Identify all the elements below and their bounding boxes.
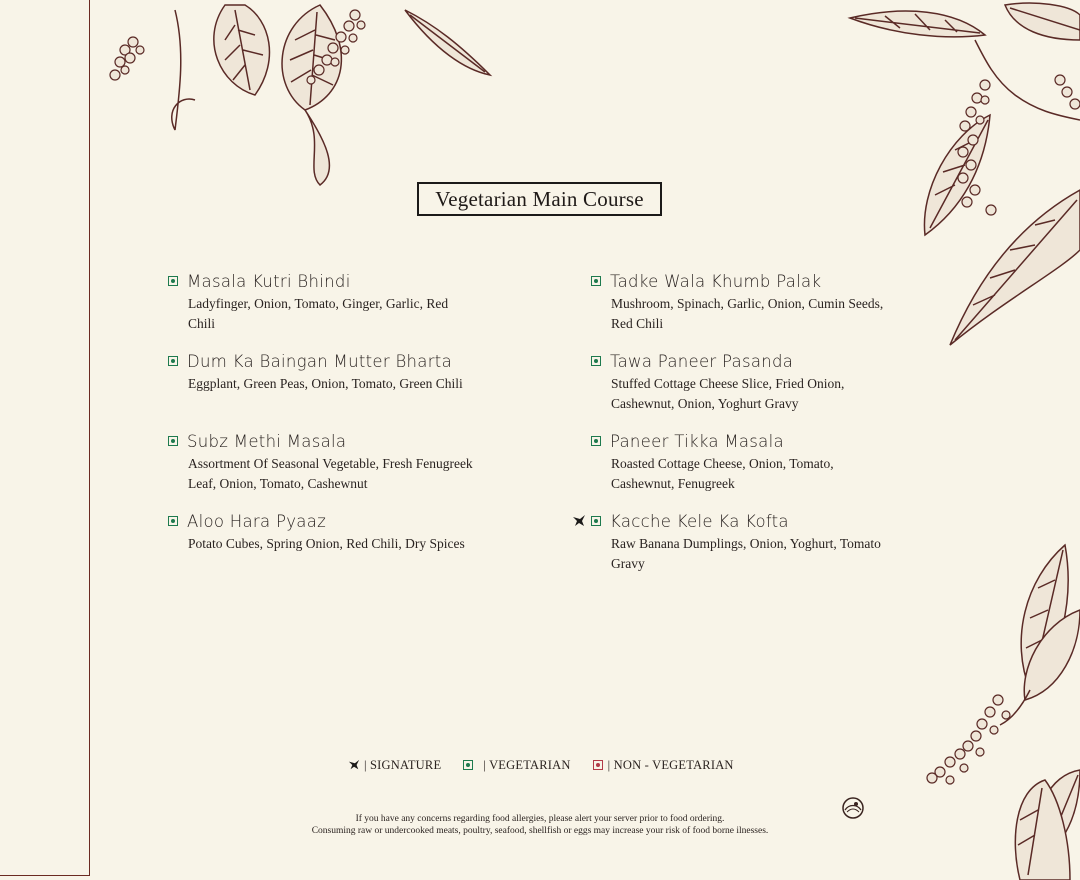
menu-item-name: Dum Ka Baingan Mutter Bharta xyxy=(187,351,452,371)
signature-icon xyxy=(348,759,360,771)
menu-item-description: Ladyfinger, Onion, Tomato, Ginger, Garlic, Red Chili xyxy=(188,296,449,331)
menu-item xyxy=(168,270,468,350)
menu-column-right xyxy=(591,270,891,590)
veg-mark-icon xyxy=(168,516,178,526)
menu-item-description: Mushroom, Spinach, Garlic, Onion, Cumin Seeds, Red Chili xyxy=(611,296,884,331)
signature-icon xyxy=(572,514,586,528)
menu-item-name: Tadke Wala Khumb Palak xyxy=(610,271,822,291)
veg-mark-icon xyxy=(591,516,601,526)
legend-signature xyxy=(348,758,441,773)
veg-mark-icon xyxy=(591,276,601,286)
legend-non-vegetarian xyxy=(593,758,734,773)
menu-item-description: Roasted Cottage Cheese, Onion, Tomato, Cashewnut, Fenugreek xyxy=(611,456,834,491)
pepper-vine-illustration-top-left xyxy=(105,0,505,190)
menu-item-name: Paneer Tikka Masala xyxy=(610,431,784,451)
menu-item-description: Assortment Of Seasonal Vegetable, Fresh Fenugreek Leaf, Onion, Tomato, Cashewnut xyxy=(188,456,473,491)
allergy-disclaimer xyxy=(0,813,1080,837)
veg-mark-icon xyxy=(168,276,178,286)
legend-vegetarian-label: | VEGETARIAN xyxy=(483,757,571,772)
nonveg-mark-icon xyxy=(593,760,603,770)
menu-item-name: Masala Kutri Bhindi xyxy=(187,271,351,291)
menu-item xyxy=(591,350,891,430)
section-title: Vegetarian Main Course xyxy=(417,182,662,216)
side-panel xyxy=(0,0,90,876)
menu-item xyxy=(591,270,891,350)
legend xyxy=(348,757,734,773)
legend-signature-label: | SIGNATURE xyxy=(364,757,442,772)
menu-item xyxy=(168,350,468,430)
menu-item-description: Raw Banana Dumplings, Onion, Yoghurt, Tomato Gravy xyxy=(611,536,881,571)
menu-item-name: Subz Methi Masala xyxy=(187,431,347,451)
menu-item-name: Tawa Paneer Pasanda xyxy=(610,351,794,371)
menu-item xyxy=(591,510,891,590)
veg-mark-icon xyxy=(463,760,473,770)
disclaimer-line-1: If you have any concerns regarding food allergies, please alert your server prior to food ordering. xyxy=(355,814,725,824)
menu-item-name: Kacche Kele Ka Kofta xyxy=(610,511,789,531)
veg-mark-icon xyxy=(168,436,178,446)
veg-mark-icon xyxy=(168,356,178,366)
legend-vegetarian xyxy=(463,758,570,773)
veg-mark-icon xyxy=(591,356,601,366)
menu-item-description: Stuffed Cottage Cheese Slice, Fried Onion, Cashewnut, Onion, Yoghurt Gravy xyxy=(611,376,845,411)
menu-item xyxy=(168,510,468,590)
menu-item xyxy=(168,430,473,510)
menu-item-name: Aloo Hara Pyaaz xyxy=(187,511,327,531)
menu-item-description: Eggplant, Green Peas, Onion, Tomato, Green Chili xyxy=(188,376,463,391)
restaurant-logo-icon xyxy=(840,796,866,820)
disclaimer-line-2: Consuming raw or undercooked meats, poultry, seafood, shellfish or eggs may increase your risk of food borne ilnesses. xyxy=(311,826,769,836)
veg-mark-icon xyxy=(591,436,601,446)
menu-item xyxy=(591,430,891,510)
menu-item-description: Potato Cubes, Spring Onion, Red Chili, Dry Spices xyxy=(188,536,465,551)
menu-column-left xyxy=(168,270,473,590)
legend-non-vegetarian-label: | NON - VEGETARIAN xyxy=(607,757,734,772)
